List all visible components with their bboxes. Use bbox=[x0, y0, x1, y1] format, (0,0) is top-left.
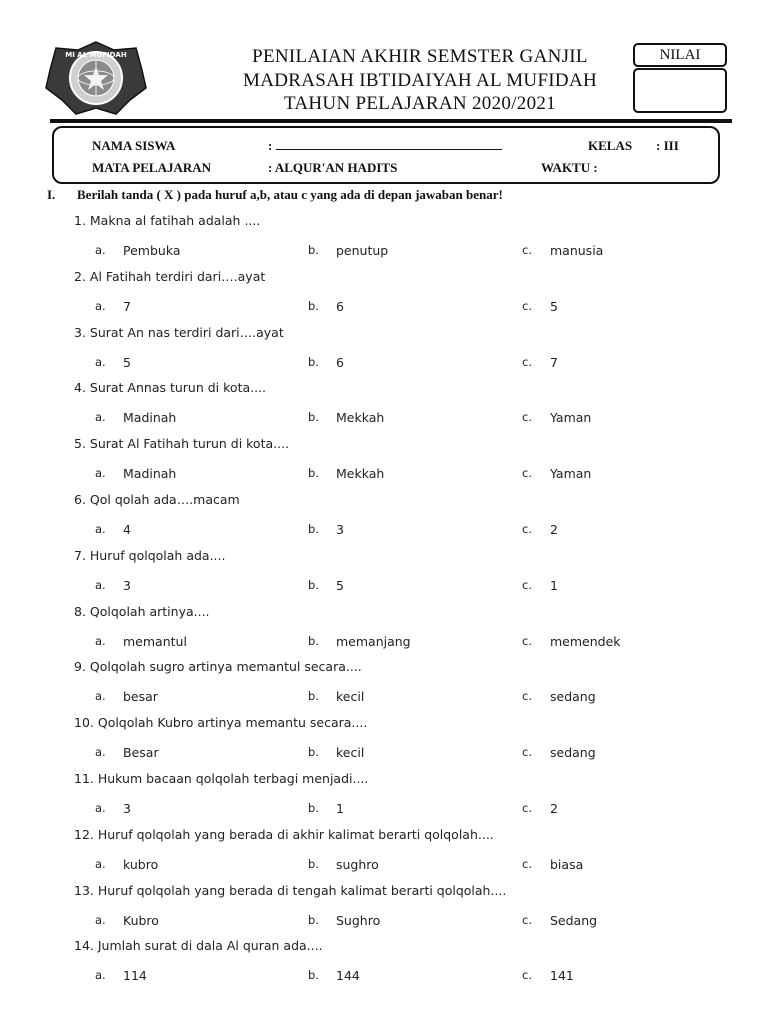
question-text: 6. Qol qolah ada….macam bbox=[74, 492, 240, 507]
option-a-text: Pembuka bbox=[123, 243, 181, 258]
option-a-letter[interactable]: a. bbox=[95, 578, 106, 592]
option-a-text: 7 bbox=[123, 299, 131, 314]
option-c-text: sedang bbox=[550, 745, 596, 760]
option-c-letter[interactable]: c. bbox=[522, 689, 532, 703]
question-text: 1. Makna al fatihah adalah .... bbox=[74, 213, 261, 228]
question-text: 3. Surat An nas terdiri dari….ayat bbox=[74, 325, 284, 340]
option-b-text: Mekkah bbox=[336, 410, 385, 425]
school-name: MADRASAH IBTIDAIYAH AL MUFIDAH bbox=[243, 70, 597, 91]
subject-value: : ALQUR'AN HADITS bbox=[268, 160, 398, 175]
option-a-letter[interactable]: a. bbox=[95, 634, 106, 648]
option-c-letter[interactable]: c. bbox=[522, 634, 532, 648]
class-value: : III bbox=[656, 138, 679, 153]
school-logo bbox=[44, 40, 148, 116]
option-a-letter[interactable]: a. bbox=[95, 857, 106, 871]
option-b-text: kecil bbox=[336, 745, 365, 760]
option-c-letter[interactable]: c. bbox=[522, 243, 532, 257]
option-a-text: Kubro bbox=[123, 913, 159, 928]
option-c-text: 141 bbox=[550, 968, 574, 983]
option-c-text: manusia bbox=[550, 243, 604, 258]
option-b-letter[interactable]: b. bbox=[308, 578, 319, 592]
academic-year: TAHUN PELAJARAN 2020/2021 bbox=[284, 93, 556, 114]
option-b-letter[interactable]: b. bbox=[308, 745, 319, 759]
option-c-text: sedang bbox=[550, 689, 596, 704]
option-c-text: Yaman bbox=[550, 466, 592, 481]
option-c-text: 1 bbox=[550, 578, 558, 593]
option-b-letter[interactable]: b. bbox=[308, 355, 319, 369]
option-c-letter[interactable]: c. bbox=[522, 968, 532, 982]
option-b-text: 1 bbox=[336, 801, 344, 816]
time-label: WAKTU : bbox=[541, 160, 598, 175]
option-a-text: kubro bbox=[123, 857, 159, 872]
option-c-text: biasa bbox=[550, 857, 584, 872]
score-label: NILAI bbox=[633, 43, 727, 67]
option-b-letter[interactable]: b. bbox=[308, 634, 319, 648]
option-c-text: 7 bbox=[550, 355, 558, 370]
option-b-text: memanjang bbox=[336, 634, 411, 649]
option-a-letter[interactable]: a. bbox=[95, 968, 106, 982]
option-a-text: memantul bbox=[123, 634, 187, 649]
option-a-text: 3 bbox=[123, 801, 131, 816]
option-b-letter[interactable]: b. bbox=[308, 801, 319, 815]
option-a-letter[interactable]: a. bbox=[95, 689, 106, 703]
question-text: 11. Hukum bacaan qolqolah terbagi menjadi.... bbox=[74, 771, 369, 786]
option-b-text: Sughro bbox=[336, 913, 381, 928]
class-label: KELAS bbox=[588, 138, 633, 153]
option-b-text: kecil bbox=[336, 689, 365, 704]
option-c-letter[interactable]: c. bbox=[522, 913, 532, 927]
header-divider bbox=[50, 119, 732, 123]
question-text: 13. Huruf qolqolah yang berada di tengah kalimat berarti qolqolah.... bbox=[74, 883, 507, 898]
option-c-letter[interactable]: c. bbox=[522, 466, 532, 480]
question-text: 4. Surat Annas turun di kota.... bbox=[74, 380, 267, 395]
question-text: 2. Al Fatihah terdiri dari….ayat bbox=[74, 269, 266, 284]
exam-title: PENILAIAN AKHIR SEMSTER GANJIL bbox=[252, 46, 588, 67]
option-a-text: Madinah bbox=[123, 466, 177, 481]
question-text: 5. Surat Al Fatihah turun di kota.... bbox=[74, 436, 290, 451]
option-a-text: 3 bbox=[123, 578, 131, 593]
logo-text: MI AL MUFIDAH bbox=[65, 51, 127, 59]
option-b-text: 5 bbox=[336, 578, 344, 593]
option-a-text: besar bbox=[123, 689, 158, 704]
option-c-letter[interactable]: c. bbox=[522, 578, 532, 592]
question-text: 14. Jumlah surat di dala Al quran ada.... bbox=[74, 938, 323, 953]
option-c-text: Sedang bbox=[550, 913, 598, 928]
option-b-letter[interactable]: b. bbox=[308, 689, 319, 703]
option-a-letter[interactable]: a. bbox=[95, 355, 106, 369]
option-c-text: 2 bbox=[550, 522, 558, 537]
option-b-text: 6 bbox=[336, 355, 344, 370]
option-a-letter[interactable]: a. bbox=[95, 522, 106, 536]
option-a-text: Besar bbox=[123, 745, 159, 760]
section-instruction: I. Berilah tanda ( X ) pada huruf a,b, atau c yang ada di depan jawaban benar! bbox=[47, 187, 503, 202]
option-c-letter[interactable]: c. bbox=[522, 410, 532, 424]
option-a-text: 114 bbox=[123, 968, 147, 983]
option-a-text: 4 bbox=[123, 522, 131, 537]
option-a-letter[interactable]: a. bbox=[95, 466, 106, 480]
option-c-letter[interactable]: c. bbox=[522, 745, 532, 759]
question-text: 8. Qolqolah artinya.... bbox=[74, 604, 210, 619]
option-b-text: sughro bbox=[336, 857, 379, 872]
student-name-label: NAMA SISWA bbox=[92, 138, 176, 153]
option-b-text: penutup bbox=[336, 243, 389, 258]
option-c-text: 2 bbox=[550, 801, 558, 816]
subject-label: MATA PELAJARAN bbox=[92, 160, 212, 175]
option-a-letter[interactable]: a. bbox=[95, 299, 106, 313]
question-text: 7. Huruf qolqolah ada.... bbox=[74, 548, 226, 563]
score-box bbox=[633, 68, 727, 113]
option-b-letter[interactable]: b. bbox=[308, 857, 319, 871]
option-b-letter[interactable]: b. bbox=[308, 410, 319, 424]
option-b-letter[interactable]: b. bbox=[308, 968, 319, 982]
option-c-letter[interactable]: c. bbox=[522, 522, 532, 536]
question-text: 12. Huruf qolqolah yang berada di akhir kalimat berarti qolqolah.... bbox=[74, 827, 494, 842]
option-c-letter[interactable]: c. bbox=[522, 299, 532, 313]
option-a-letter[interactable]: a. bbox=[95, 243, 106, 257]
option-a-text: 5 bbox=[123, 355, 131, 370]
option-b-letter[interactable]: b. bbox=[308, 299, 319, 313]
question-text: 10. Qolqolah Kubro artinya memantu secara.... bbox=[74, 715, 368, 730]
option-a-letter[interactable]: a. bbox=[95, 745, 106, 759]
option-a-letter[interactable]: a. bbox=[95, 410, 106, 424]
option-c-text: memendek bbox=[550, 634, 621, 649]
option-b-text: Mekkah bbox=[336, 466, 385, 481]
option-a-letter[interactable]: a. bbox=[95, 913, 106, 927]
question-text: 9. Qolqolah sugro artinya memantul secara.... bbox=[74, 659, 362, 674]
option-b-letter[interactable]: b. bbox=[308, 466, 319, 480]
option-c-letter[interactable]: c. bbox=[522, 857, 532, 871]
student-name-field[interactable]: : bbox=[268, 138, 502, 154]
option-a-letter[interactable]: a. bbox=[95, 801, 106, 815]
option-c-text: Yaman bbox=[550, 410, 592, 425]
option-b-letter[interactable]: b. bbox=[308, 913, 319, 927]
option-b-text: 6 bbox=[336, 299, 344, 314]
option-b-letter[interactable]: b. bbox=[308, 522, 319, 536]
option-a-text: Madinah bbox=[123, 410, 177, 425]
option-c-text: 5 bbox=[550, 299, 558, 314]
option-c-letter[interactable]: c. bbox=[522, 355, 532, 369]
option-b-letter[interactable]: b. bbox=[308, 243, 319, 257]
option-b-text: 144 bbox=[336, 968, 360, 983]
option-b-text: 3 bbox=[336, 522, 344, 537]
option-c-letter[interactable]: c. bbox=[522, 801, 532, 815]
